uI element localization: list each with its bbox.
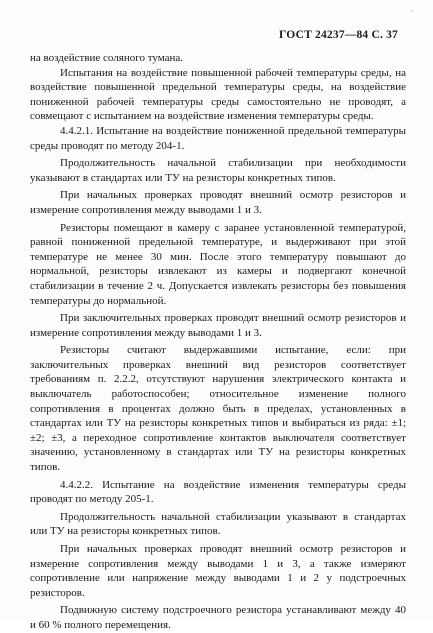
paragraph-1: на воздействие соляного тумана. bbox=[30, 52, 184, 64]
paragraph-5: При начальных проверках проводят внешний осмотр резисторов и измерение сопротивления между выводами 1 и 3. bbox=[30, 189, 406, 216]
paragraph-2: Испытания на воздействие повышенной рабочей температуры среды, на воздействие повышенной предельной температуры среды, на воздействие пониженной рабочей температуры среды самостоятельно не проводят, а совмещают с испытанием на воздействие изменения температуры среды. bbox=[30, 66, 406, 123]
paragraph-6: Резисторы помещают в камеру с заранее установленной температурой, равной пониженной предельной температуре, и выдерживают при этой температуре не менее 30 мин. После этого температуру повышают до нормальной, резисторы извлекают из камеры и подвергают конечной стабилизации в течение 2 ч. Допускается извлекать резисторы без повышения температуры до нормальной. bbox=[30, 221, 406, 307]
paragraph-4: Продолжительность начальной стабилизации при необходимости указывают в стандартах или ТУ на резисторы конкретных типов. bbox=[30, 157, 406, 184]
paragraph-11: При начальных проверках проводят внешний осмотр резисторов и измерение сопротивления между выводами 1 и 3, а также измеряют сопротивление или напряжение между выводами 1 и 2 у подстроечных резисторов. bbox=[30, 543, 406, 599]
paragraph-7: При заключительных проверках проводят внешний осмотр резисторов и измерение сопротивления между выводами 1 и 3. bbox=[30, 312, 406, 339]
paragraph-8: Резисторы считают выдержавшими испытание, если: при заключительных проверках внешний вид резисторов соответствует требованиям п. 2.2.2, отсутствуют нарушения электрического контакта и выключатель работоспособен; относительное изменение полного сопротивления в процентах должно быть в пределах, установленных в стандартах или ТУ на резисторы конкретных типов и выбираться из ряда: ±1; ±2; ±3, а переходное сопротивление контактов выключателя соответствует значению, установленному в стандартах или ТУ на резисторы конкретных типов. bbox=[30, 344, 406, 474]
paragraph-9-section-4-4-2-2: 4.4.2.2. Испытание на воздействие изменения температуры среды проводят по методу 205-1. bbox=[30, 478, 406, 506]
scan-mark: ' bbox=[411, 9, 413, 17]
paragraph-12: Подвижную систему подстроечного резистора устанавливают между 40 и 60 % полного перемещения. bbox=[30, 604, 406, 631]
paragraph-3-section-4-4-2-1: 4.4.2.1. Испытание на воздействие пониженной предельной температуры среды проводят по методу 204-1. bbox=[30, 124, 406, 152]
paragraph-10: Продолжительность начальной стабилизации указывают в стандартах или ТУ на резисторы конкретных типов. bbox=[30, 510, 406, 538]
document-body bbox=[30, 51, 406, 633]
page-header: ГОСТ 24237—84 С. 37 bbox=[279, 29, 398, 41]
